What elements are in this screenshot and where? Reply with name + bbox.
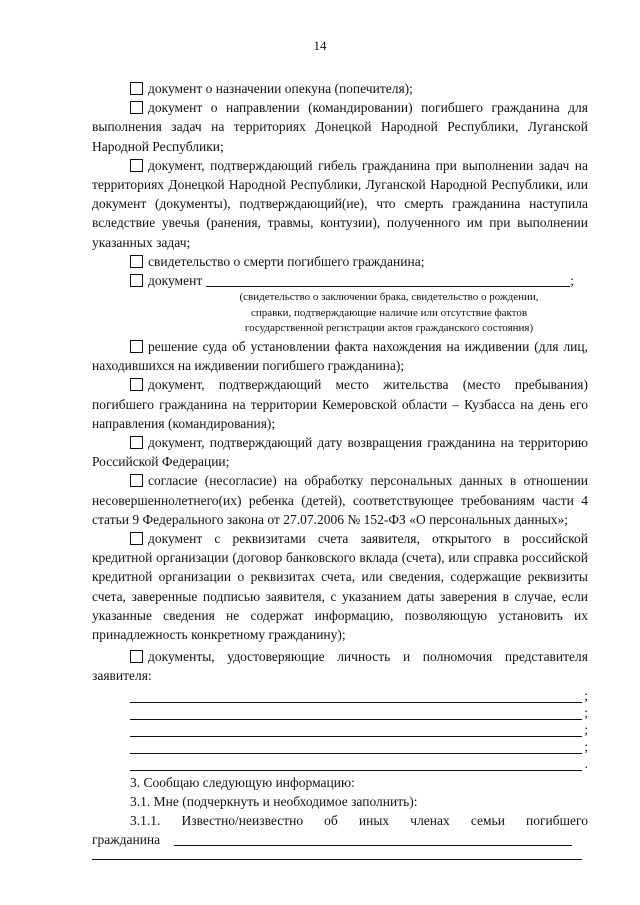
end-mark: ; (584, 705, 588, 721)
item-text: документ, подтверждающий дату возвращения гражданина на территорию Российской Федерации; (92, 435, 588, 470)
list-item (92, 647, 588, 685)
checkbox[interactable] (130, 101, 143, 114)
list-item (92, 375, 588, 433)
checkbox[interactable] (130, 274, 143, 287)
blank-line[interactable] (92, 703, 588, 720)
row-label: гражданина (92, 832, 161, 848)
list-item (92, 471, 588, 529)
list-item (92, 433, 588, 471)
checkbox[interactable] (130, 255, 143, 268)
checkbox[interactable] (130, 378, 143, 391)
item-text: документ о направлении (командировании) погибшего гражданина для выполнения задач на территориях Донецкой Народной Республики, Луганской Народной Республики; (92, 100, 588, 154)
family-members-row (92, 830, 588, 849)
end-mark: ; (584, 722, 588, 738)
checkbox[interactable] (130, 650, 143, 663)
checkbox[interactable] (130, 532, 143, 545)
end-mark: . (584, 756, 588, 772)
item-text: свидетельство о смерти погибшего гражданина; (148, 253, 425, 269)
checkbox[interactable] (130, 474, 143, 487)
item-text: документ, подтверждающий место жительства (место пребывания) погибшего гражданина на территории Кемеровской области – Кузбасса на день его направления (командирования); (92, 377, 588, 431)
blank-line[interactable] (92, 737, 588, 754)
item-text: документ о назначении опекуна (попечителя); (148, 81, 413, 96)
checkbox[interactable] (130, 82, 143, 95)
end-mark: ; (584, 739, 588, 755)
checkbox[interactable] (130, 159, 143, 172)
section-heading: 3. Сообщаю следующую информацию: (130, 774, 355, 790)
list-item (92, 98, 588, 156)
page-number: 14 (313, 38, 327, 53)
document-note: (свидетельство о заключении брака, свидетельство о рождении, справки, подтверждающие наличие или отсутствие фактов государственной регистрации актов гражданского состояния) (239, 291, 539, 335)
blank-line[interactable] (92, 754, 588, 771)
document-label: документ (148, 273, 203, 289)
list-item (92, 252, 588, 271)
item-text: решение суда об установлении факта нахождения на иждивении (для лиц, находившихся на иждивении погибшего гражданина); (92, 339, 588, 374)
family-members-input-line[interactable] (174, 832, 572, 846)
item-text: документ, подтверждающий гибель гражданина при выполнении задач на территориях Донецкой Народной Республики, Луганской Народной Республики, или документ (документы), подтверждающий(ие), что смерть гражданина наступила вследствие увечья (ранения, травмы, контузии), полученного им при выполнении указанных задач; (92, 157, 588, 250)
form-body (92, 79, 588, 860)
item-text: документ с реквизитами счета заявителя, открытого в российской кредитной организации (договор банковского вклада (счета), или справка российской кредитной организации о реквизитах счета, или сведения, содержащие реквизиты счета, заверенные подписью заявителя, с указанием даты заверения в случае, если указанные сведения не содержат информацию, позволяющую установить их принадлежность конкретному гражданину); (92, 531, 588, 643)
subsection-item: 3.1.1. Известно/неизвестно об иных членах семьи погибшего (130, 813, 588, 829)
document-item (92, 271, 588, 290)
blank-line[interactable] (92, 720, 588, 737)
list-item (92, 529, 588, 644)
checkbox[interactable] (130, 340, 143, 353)
end-mark: ; (584, 688, 588, 704)
list-item (92, 156, 588, 252)
family-members-continuation-line[interactable] (92, 849, 582, 860)
list-item (92, 79, 588, 98)
end-mark: ; (570, 273, 574, 289)
checkbox[interactable] (130, 436, 143, 449)
blank-line[interactable] (92, 686, 588, 703)
document-input-line[interactable] (206, 273, 570, 287)
subsection-heading: 3.1. Мне (подчеркнуть и необходимое заполнить): (130, 793, 418, 809)
list-item (92, 337, 588, 375)
item-text: согласие (несогласие) на обработку персональных данных в отношении несовершеннолетнего(их) ребенка (детей), соответствующее требованиям части 4 статьи 9 Федерального закона от 27.07.2006 № 152-ФЗ «О персональных данных»; (92, 473, 588, 527)
item-text: документы, удостоверяющие личность и полномочия представителя заявителя: (92, 649, 588, 684)
